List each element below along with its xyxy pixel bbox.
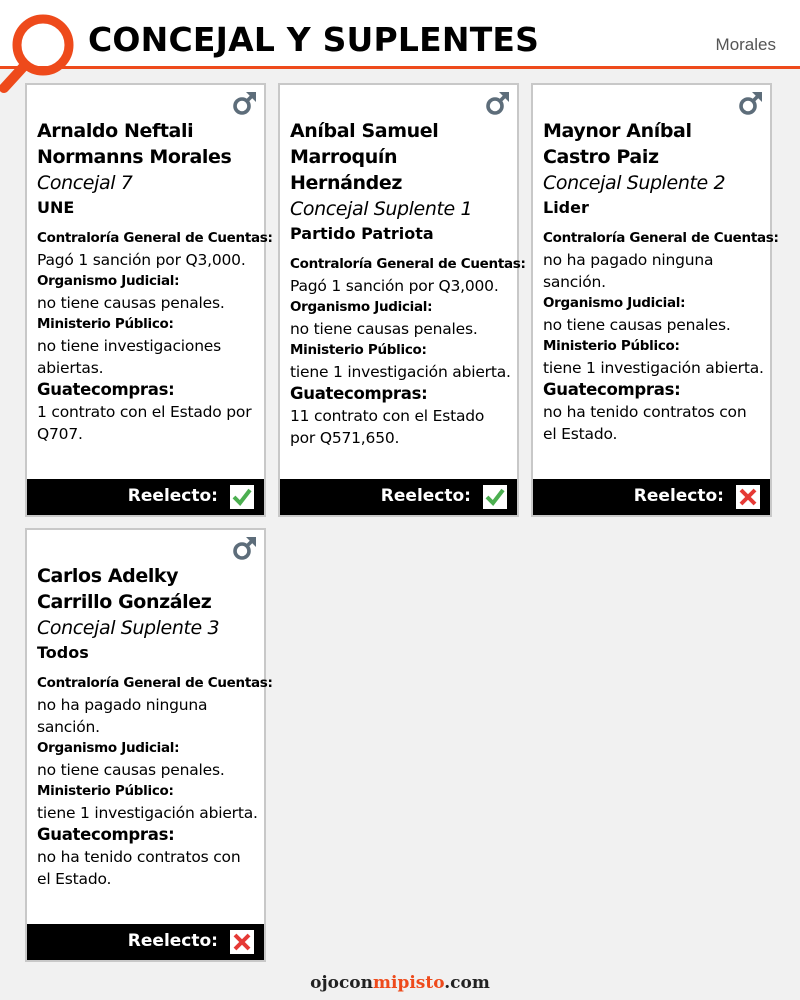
- reelect-label: Reelecto:: [380, 486, 471, 506]
- cross-icon: [736, 485, 760, 509]
- reelect-bar: [533, 479, 770, 515]
- contraloria-label: Contraloría General de Cuentas:: [37, 675, 273, 691]
- page-title: CONCEJAL Y SUPLENTES: [88, 20, 540, 59]
- candidate-card: [278, 83, 526, 517]
- ministerio-text: tiene 1 investigación abierta.: [543, 359, 764, 377]
- candidate-name: Aníbal Samuel Marroquín Hernández: [290, 120, 439, 194]
- candidate-party: Lider: [543, 198, 589, 217]
- ministerio-text: tiene 1 investigación abierta.: [290, 363, 511, 381]
- judicial-text: no tiene causas penales.: [37, 761, 225, 779]
- guatecompras-text: no ha tenido contratos con el Estado.: [543, 403, 747, 443]
- contraloria-text: Pagó 1 sanción por Q3,000.: [37, 251, 246, 269]
- brand-part-1: ojocon: [310, 973, 373, 993]
- judicial-label: Organismo Judicial:: [290, 299, 433, 315]
- reelect-bar: [280, 479, 517, 515]
- guatecompras-text: 11 contrato con el Estado por Q571,650.: [290, 407, 485, 447]
- contraloria-text: no ha pagado ninguna sanción.: [37, 696, 208, 736]
- candidate-name: Maynor Aníbal Castro Paiz: [543, 120, 692, 168]
- candidate-role: Concejal 7: [37, 172, 133, 194]
- candidate-name: Arnaldo Neftali Normanns Morales: [37, 120, 232, 168]
- reelect-bar: [27, 924, 264, 960]
- ministerio-label: Ministerio Público:: [290, 342, 427, 358]
- candidate-role: Concejal Suplente 3: [37, 617, 220, 639]
- ministerio-label: Ministerio Público:: [543, 338, 680, 354]
- brand-footer: [0, 973, 800, 993]
- candidate-party: UNE: [37, 198, 75, 217]
- reelect-label: Reelecto:: [127, 486, 218, 506]
- contraloria-label: Contraloría General de Cuentas:: [290, 256, 526, 272]
- guatecompras-text: 1 contrato con el Estado por Q707.: [37, 403, 252, 443]
- contraloria-label: Contraloría General de Cuentas:: [543, 230, 779, 246]
- check-icon: [483, 485, 507, 509]
- contraloria-label: Contraloría General de Cuentas:: [37, 230, 273, 246]
- male-icon: [232, 535, 258, 561]
- ministerio-text: tiene 1 investigación abierta.: [37, 804, 258, 822]
- brand-part-2: mipisto: [373, 973, 445, 993]
- guatecompras-label: Guatecompras:: [37, 825, 175, 844]
- reelect-label: Reelecto:: [127, 931, 218, 951]
- candidate-party: Partido Patriota: [290, 224, 434, 243]
- brand-part-3: .com: [444, 973, 490, 993]
- contraloria-text: Pagó 1 sanción por Q3,000.: [290, 277, 499, 295]
- check-icon: [230, 485, 254, 509]
- guatecompras-label: Guatecompras:: [37, 380, 175, 399]
- candidate-card: [25, 83, 273, 517]
- candidate-role: Concejal Suplente 2: [543, 172, 726, 194]
- candidate-role: Concejal Suplente 1: [290, 198, 473, 220]
- guatecompras-label: Guatecompras:: [543, 380, 681, 399]
- judicial-text: no tiene causas penales.: [37, 294, 225, 312]
- municipality-label: Morales: [715, 35, 776, 54]
- contraloria-text: no ha pagado ninguna sanción.: [543, 251, 714, 291]
- judicial-label: Organismo Judicial:: [37, 740, 180, 756]
- judicial-label: Organismo Judicial:: [543, 295, 686, 311]
- judicial-label: Organismo Judicial:: [37, 273, 180, 289]
- judicial-text: no tiene causas penales.: [290, 320, 478, 338]
- cross-icon: [230, 930, 254, 954]
- ministerio-label: Ministerio Público:: [37, 783, 174, 799]
- candidate-card: [531, 83, 779, 517]
- candidate-party: Todos: [37, 643, 89, 662]
- male-icon: [485, 90, 511, 116]
- male-icon: [738, 90, 764, 116]
- ministerio-text: no tiene investigaciones abiertas.: [37, 337, 222, 377]
- guatecompras-label: Guatecompras:: [290, 384, 428, 403]
- guatecompras-text: no ha tenido contratos con el Estado.: [37, 848, 241, 888]
- judicial-text: no tiene causas penales.: [543, 316, 731, 334]
- reelect-bar: [27, 479, 264, 515]
- candidate-name: Carlos Adelky Carrillo González: [37, 565, 212, 613]
- header: [0, 0, 800, 69]
- ministerio-label: Ministerio Público:: [37, 316, 174, 332]
- candidate-card: [25, 528, 273, 962]
- male-icon: [232, 90, 258, 116]
- reelect-label: Reelecto:: [633, 486, 724, 506]
